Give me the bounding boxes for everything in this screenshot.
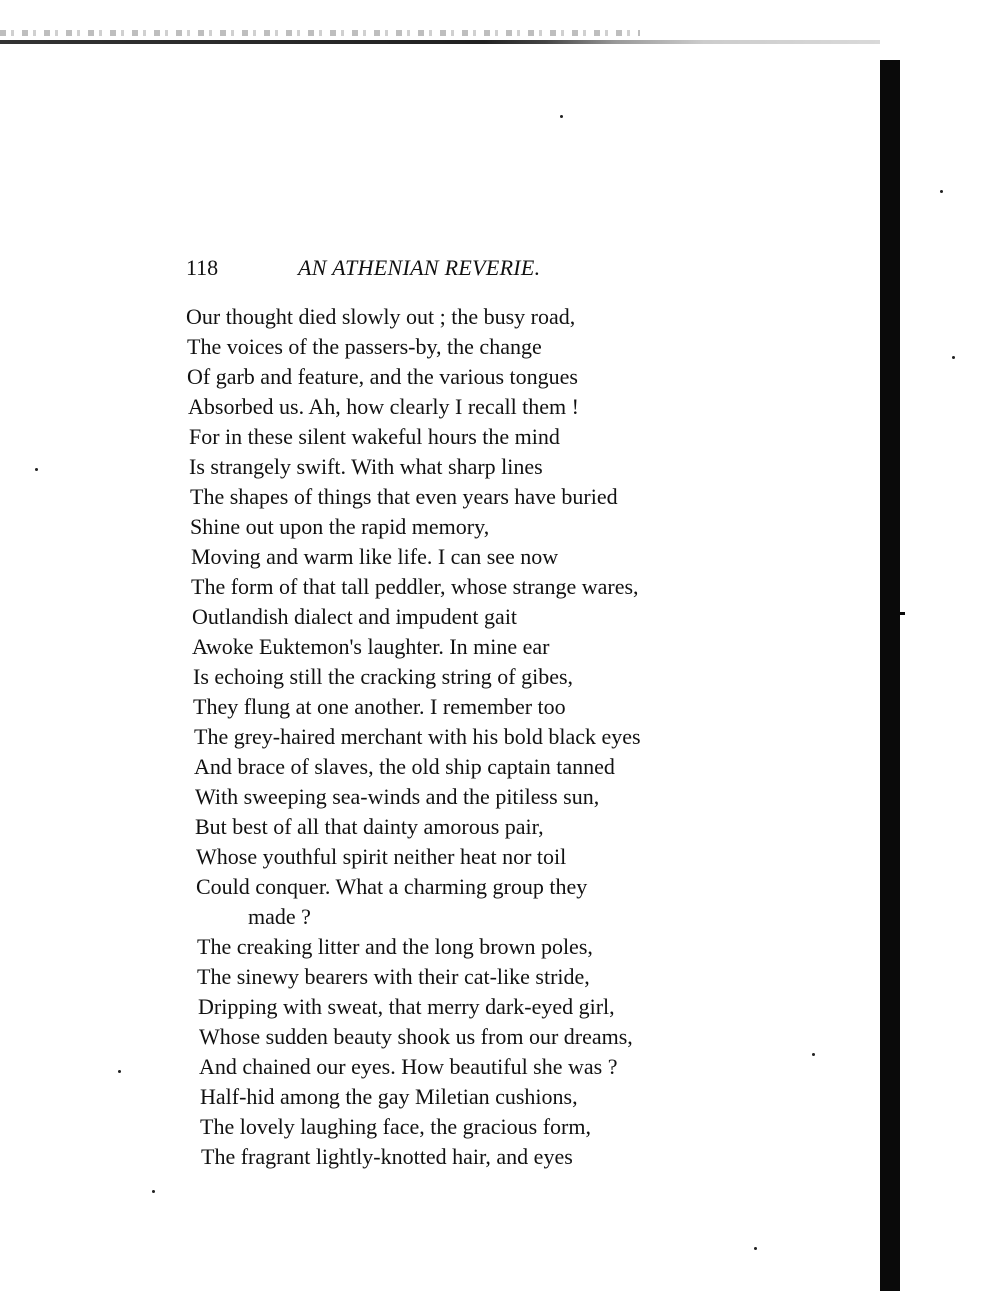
scan-speck	[560, 115, 563, 118]
poem-line: But best of all that dainty amorous pair,	[195, 814, 544, 839]
poem-text	[186, 302, 641, 1172]
poem-line: Our thought died slowly out ; the busy road,	[186, 304, 576, 329]
poem-line: Moving and warm like life. I can see now	[191, 544, 559, 569]
poem-line: They flung at one another. I remember too	[193, 694, 566, 719]
scan-speck	[35, 468, 38, 471]
scan-speck	[754, 1247, 757, 1250]
scan-edge-mark	[897, 612, 905, 615]
poem-line: The voices of the passers-by, the change	[187, 334, 542, 359]
poem-line: Is echoing still the cracking string of gibes,	[193, 664, 574, 689]
scan-speck	[952, 356, 955, 359]
running-title: AN ATHENIAN REVERIE.	[298, 255, 541, 280]
poem-line: The grey-haired merchant with his bold black eyes	[194, 724, 641, 749]
poem-line: Outlandish dialect and impudent gait	[192, 604, 518, 629]
poem-line: The sinewy bearers with their cat-like stride,	[197, 964, 590, 989]
poem-line: Dripping with sweat, that merry dark-eyed girl,	[198, 994, 615, 1019]
poem-line-continuation: made ?	[248, 904, 311, 929]
poem-line: The form of that tall peddler, whose strange wares,	[191, 574, 639, 599]
poem-line: Is strangely swift. With what sharp lines	[189, 454, 543, 479]
poem-line: With sweeping sea-winds and the pitiless sun,	[195, 784, 600, 809]
poem-line: Half-hid among the gay Miletian cushions,	[200, 1084, 578, 1109]
scan-top-edge	[0, 40, 880, 44]
poem-line: For in these silent wakeful hours the mind	[189, 424, 560, 449]
scan-speck	[118, 1070, 121, 1073]
poem-line: The creaking litter and the long brown poles,	[197, 934, 593, 959]
scan-speck	[812, 1053, 815, 1056]
poem-line: Whose youthful spirit neither heat nor toil	[196, 844, 567, 869]
scan-speck	[152, 1190, 155, 1193]
scan-speck	[940, 190, 943, 193]
poem-line: Whose sudden beauty shook us from our dreams,	[199, 1024, 633, 1049]
poem-line: The lovely laughing face, the gracious form,	[200, 1114, 591, 1139]
page-number: 118	[186, 255, 219, 280]
poem-line: The shapes of things that even years have buried	[190, 484, 618, 509]
scan-right-edge	[880, 60, 900, 1291]
poem-line: Awoke Euktemon's laughter. In mine ear	[192, 634, 550, 659]
poem-line: The fragrant lightly-knotted hair, and eyes	[201, 1144, 573, 1169]
poem-line: And chained our eyes. How beautiful she was ?	[199, 1054, 618, 1079]
poem-line: Shine out upon the rapid memory,	[190, 514, 490, 539]
scan-edge-noise	[0, 30, 640, 36]
poem-line: And brace of slaves, the old ship captain tanned	[194, 754, 615, 779]
poem-line: Could conquer. What a charming group they	[196, 874, 588, 899]
poem-line: Of garb and feature, and the various tongues	[187, 364, 578, 389]
poem-line: Absorbed us. Ah, how clearly I recall them !	[188, 394, 579, 419]
